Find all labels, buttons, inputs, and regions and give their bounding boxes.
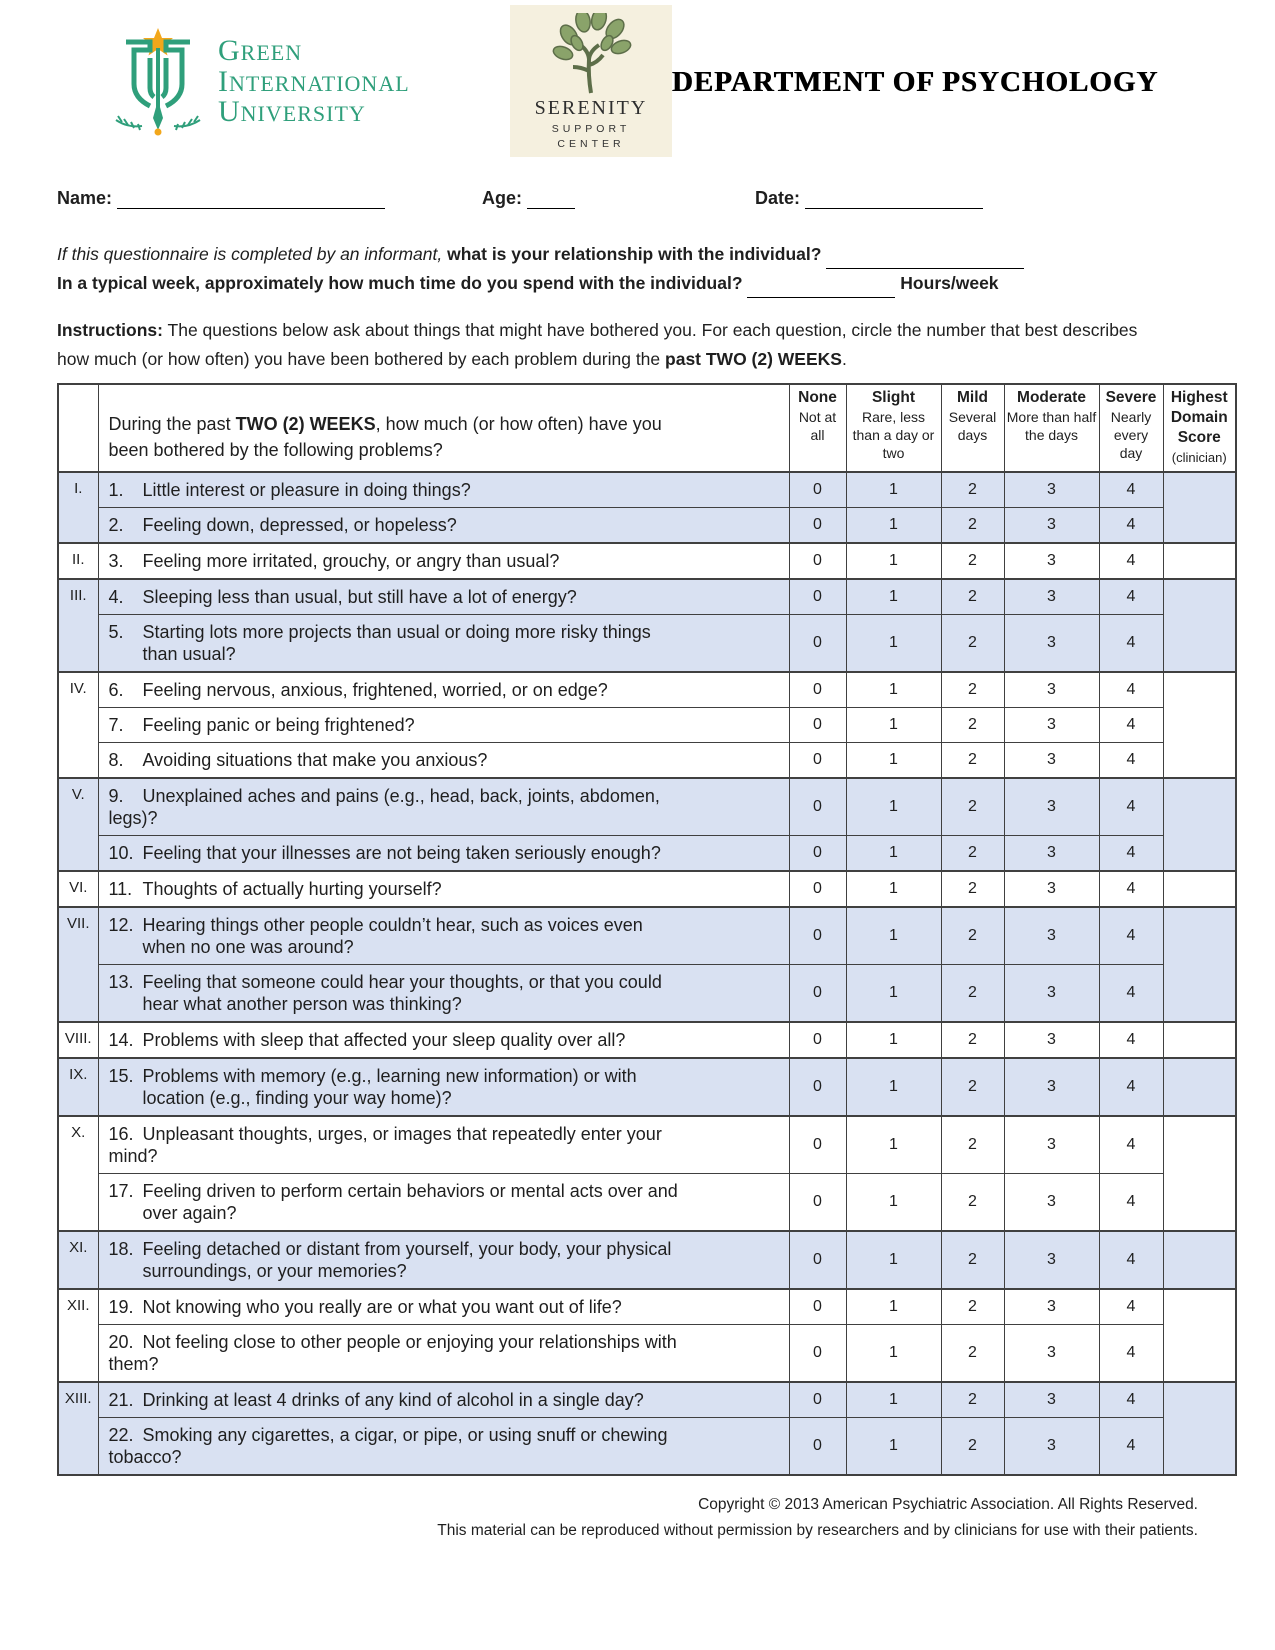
question-number: 8. bbox=[108, 750, 124, 770]
relationship-question: what is your relationship with the individual? bbox=[447, 244, 822, 264]
question-row bbox=[58, 1418, 1236, 1476]
answer-cell[interactable]: 4 bbox=[1099, 508, 1163, 544]
answer-cell[interactable]: 4 bbox=[1099, 836, 1163, 872]
question-cell: 21. Drinking at least 4 drinks of any kind of alcohol in a single day? bbox=[98, 1382, 789, 1418]
instructions-text-after: . bbox=[841, 349, 847, 369]
question-row bbox=[58, 579, 1236, 615]
answer-cell[interactable]: 3 bbox=[1004, 579, 1099, 615]
answer-cell[interactable]: 4 bbox=[1099, 907, 1163, 965]
question-number: 2. bbox=[108, 515, 124, 535]
answer-cell[interactable]: 3 bbox=[1004, 743, 1099, 779]
support-center-logo bbox=[510, 5, 672, 157]
answer-cell[interactable]: 2 bbox=[941, 579, 1004, 615]
name-label: Name: bbox=[57, 188, 113, 208]
answer-cell[interactable]: 2 bbox=[941, 778, 1004, 836]
age-label: Age: bbox=[482, 188, 522, 208]
column-header-domain-score: Highest Domain Score (clinician) bbox=[1163, 384, 1236, 472]
answer-cell[interactable]: 3 bbox=[1004, 1418, 1099, 1476]
question-cell: 11. Thoughts of actually hurting yourself? bbox=[98, 871, 789, 907]
tree-icon bbox=[510, 13, 672, 95]
domain-score-cell[interactable] bbox=[1163, 1116, 1236, 1231]
answer-cell[interactable]: 2 bbox=[941, 1289, 1004, 1325]
question-number: 16. bbox=[108, 1124, 134, 1144]
domain-score-cell[interactable] bbox=[1163, 778, 1236, 871]
answer-cell[interactable]: 3 bbox=[1004, 1022, 1099, 1058]
answer-cell[interactable]: 4 bbox=[1099, 1418, 1163, 1476]
patient-fields bbox=[57, 188, 1235, 222]
answer-cell[interactable]: 3 bbox=[1004, 871, 1099, 907]
question-number: 1. bbox=[108, 480, 124, 500]
question-cell: 9. Unexplained aches and pains (e.g., head, back, joints, abdomen, legs)? bbox=[98, 778, 789, 836]
answer-cell[interactable]: 3 bbox=[1004, 1382, 1099, 1418]
domain-label-cell: IV. bbox=[58, 672, 98, 778]
answer-cell[interactable]: 0 bbox=[789, 1116, 846, 1174]
domain-header-cell bbox=[58, 384, 98, 472]
answer-cell[interactable]: 1 bbox=[846, 543, 941, 579]
answer-cell[interactable]: 0 bbox=[789, 965, 846, 1023]
domain-score-cell[interactable] bbox=[1163, 1231, 1236, 1289]
answer-cell[interactable]: 3 bbox=[1004, 907, 1099, 965]
answer-cell[interactable]: 4 bbox=[1099, 743, 1163, 779]
question-row bbox=[58, 508, 1236, 544]
question-row bbox=[58, 778, 1236, 836]
answer-cell[interactable]: 4 bbox=[1099, 1116, 1163, 1174]
answer-cell[interactable]: 0 bbox=[789, 1325, 846, 1383]
copyright-footer bbox=[57, 1492, 1235, 1544]
answer-cell[interactable]: 1 bbox=[846, 1022, 941, 1058]
answer-cell[interactable]: 0 bbox=[789, 508, 846, 544]
domain-score-cell[interactable] bbox=[1163, 1058, 1236, 1116]
domain-label-cell: I. bbox=[58, 472, 98, 543]
answer-cell[interactable]: 1 bbox=[846, 836, 941, 872]
answer-cell[interactable]: 4 bbox=[1099, 871, 1163, 907]
answer-cell[interactable]: 4 bbox=[1099, 778, 1163, 836]
answer-cell[interactable]: 1 bbox=[846, 1382, 941, 1418]
answer-cell[interactable]: 1 bbox=[846, 1231, 941, 1289]
answer-cell[interactable]: 1 bbox=[846, 1174, 941, 1232]
answer-cell[interactable]: 4 bbox=[1099, 1325, 1163, 1383]
domain-score-cell[interactable] bbox=[1163, 543, 1236, 579]
question-number: 20. bbox=[108, 1332, 134, 1352]
domain-label-cell: II. bbox=[58, 543, 98, 579]
answer-cell[interactable]: 0 bbox=[789, 743, 846, 779]
answer-cell[interactable]: 3 bbox=[1004, 1289, 1099, 1325]
question-row bbox=[58, 1022, 1236, 1058]
answer-cell[interactable]: 3 bbox=[1004, 508, 1099, 544]
answer-cell[interactable]: 2 bbox=[941, 836, 1004, 872]
question-row bbox=[58, 708, 1236, 743]
question-cell: 5. Starting lots more projects than usual or doing more risky things than usual? bbox=[98, 615, 789, 673]
answer-cell[interactable]: 0 bbox=[789, 615, 846, 673]
question-cell: 15. Problems with memory (e.g., learning new information) or with location (e.g., finding your way home)? bbox=[98, 1058, 789, 1116]
domain-label-cell: XII. bbox=[58, 1289, 98, 1382]
answer-cell[interactable]: 0 bbox=[789, 1382, 846, 1418]
center-sub1: SUPPORT bbox=[551, 123, 631, 135]
question-header-bold: TWO (2) WEEKS bbox=[235, 414, 376, 434]
domain-score-cell[interactable] bbox=[1163, 907, 1236, 1022]
answer-cell[interactable]: 2 bbox=[941, 543, 1004, 579]
instructions-label: Instructions: bbox=[57, 320, 163, 340]
answer-cell[interactable]: 2 bbox=[941, 871, 1004, 907]
answer-cell[interactable]: 2 bbox=[941, 1325, 1004, 1383]
question-number: 12. bbox=[108, 915, 134, 935]
domain-label-cell: VIII. bbox=[58, 1022, 98, 1058]
answer-cell[interactable]: 4 bbox=[1099, 472, 1163, 508]
domain-score-cell[interactable] bbox=[1163, 871, 1236, 907]
answer-cell[interactable]: 0 bbox=[789, 579, 846, 615]
domain-label-cell: VI. bbox=[58, 871, 98, 907]
question-cell: 17. Feeling driven to perform certain behaviors or mental acts over and over again? bbox=[98, 1174, 789, 1232]
question-row bbox=[58, 1116, 1236, 1174]
answer-cell[interactable]: 1 bbox=[846, 508, 941, 544]
domain-score-cell[interactable] bbox=[1163, 472, 1236, 543]
question-number: 7. bbox=[108, 715, 124, 735]
question-number: 11. bbox=[108, 879, 133, 899]
domain-label-cell: XI. bbox=[58, 1231, 98, 1289]
answer-cell[interactable]: 2 bbox=[941, 965, 1004, 1023]
instructions-text-bold: past TWO (2) WEEKS bbox=[665, 349, 842, 369]
question-number: 6. bbox=[108, 680, 124, 700]
answer-cell[interactable]: 0 bbox=[789, 472, 846, 508]
column-header-slight: Slight Rare, less than a day or two bbox=[846, 384, 941, 472]
answer-cell[interactable]: 2 bbox=[941, 472, 1004, 508]
answer-cell[interactable]: 1 bbox=[846, 672, 941, 708]
question-header-post: , how much (or how often) have you been bothered by the following problems? bbox=[108, 414, 662, 460]
domain-label-cell: IX. bbox=[58, 1058, 98, 1116]
answer-cell[interactable]: 0 bbox=[789, 1022, 846, 1058]
instructions-text-before: The questions below ask about things that might have bothered you. For each question, circle the number that best describes how much (or how often) you have been bothered by each problem during the bbox=[57, 320, 1138, 369]
answer-cell[interactable]: 4 bbox=[1099, 1058, 1163, 1116]
domain-label-cell: XIII. bbox=[58, 1382, 98, 1475]
question-cell: 3. Feeling more irritated, grouchy, or angry than usual? bbox=[98, 543, 789, 579]
domain-score-cell[interactable] bbox=[1163, 672, 1236, 778]
answer-cell[interactable]: 2 bbox=[941, 672, 1004, 708]
answer-cell[interactable]: 2 bbox=[941, 907, 1004, 965]
column-header-severe: Severe Nearly every day bbox=[1099, 384, 1163, 472]
answer-cell[interactable]: 2 bbox=[941, 1022, 1004, 1058]
question-cell: 13. Feeling that someone could hear your thoughts, or that you could hear what another person was thinking? bbox=[98, 965, 789, 1023]
answer-cell[interactable]: 0 bbox=[789, 543, 846, 579]
answer-cell[interactable]: 3 bbox=[1004, 1058, 1099, 1116]
answer-cell[interactable]: 0 bbox=[789, 1289, 846, 1325]
answer-cell[interactable]: 2 bbox=[941, 743, 1004, 779]
question-cell: 14. Problems with sleep that affected your sleep quality over all? bbox=[98, 1022, 789, 1058]
answer-cell[interactable]: 4 bbox=[1099, 1382, 1163, 1418]
answer-cell[interactable]: 0 bbox=[789, 1231, 846, 1289]
question-number: 9. bbox=[108, 786, 124, 806]
answer-cell[interactable]: 1 bbox=[846, 1058, 941, 1116]
question-row bbox=[58, 836, 1236, 872]
answer-cell[interactable]: 3 bbox=[1004, 1174, 1099, 1232]
answer-cell[interactable]: 4 bbox=[1099, 1231, 1163, 1289]
domain-label-cell: III. bbox=[58, 579, 98, 672]
age-field[interactable] bbox=[527, 189, 575, 209]
question-number: 14. bbox=[108, 1030, 134, 1050]
center-sub2: CENTER bbox=[557, 138, 625, 150]
answer-cell[interactable]: 3 bbox=[1004, 543, 1099, 579]
answer-cell[interactable]: 4 bbox=[1099, 1289, 1163, 1325]
answer-cell[interactable]: 3 bbox=[1004, 965, 1099, 1023]
answer-cell[interactable]: 1 bbox=[846, 1116, 941, 1174]
question-cell: 2. Feeling down, depressed, or hopeless? bbox=[98, 508, 789, 544]
answer-cell[interactable]: 2 bbox=[941, 1058, 1004, 1116]
answer-cell[interactable]: 4 bbox=[1099, 543, 1163, 579]
question-number: 17. bbox=[108, 1181, 134, 1201]
answer-cell[interactable]: 3 bbox=[1004, 1116, 1099, 1174]
answer-cell[interactable]: 0 bbox=[789, 836, 846, 872]
answer-cell[interactable]: 0 bbox=[789, 1418, 846, 1476]
question-number: 19. bbox=[108, 1297, 134, 1317]
copyright-line1: Copyright © 2013 American Psychiatric Association. All Rights Reserved. bbox=[698, 1496, 1198, 1513]
hours-suffix: Hours/week bbox=[900, 273, 999, 293]
domain-score-cell[interactable] bbox=[1163, 579, 1236, 672]
answer-cell[interactable]: 0 bbox=[789, 672, 846, 708]
question-number: 4. bbox=[108, 587, 124, 607]
domain-score-cell[interactable] bbox=[1163, 1289, 1236, 1382]
relationship-field[interactable] bbox=[826, 249, 1024, 269]
informant-time-line bbox=[57, 269, 1235, 298]
university-name-line1: GREEN bbox=[218, 34, 303, 68]
answer-cell[interactable]: 1 bbox=[846, 472, 941, 508]
question-cell: 1. Little interest or pleasure in doing things? bbox=[98, 472, 789, 508]
domain-score-cell[interactable] bbox=[1163, 1382, 1236, 1475]
answer-cell[interactable]: 1 bbox=[846, 1289, 941, 1325]
question-number: 10. bbox=[108, 843, 134, 863]
answer-cell[interactable]: 2 bbox=[941, 508, 1004, 544]
answer-cell[interactable]: 3 bbox=[1004, 778, 1099, 836]
answer-cell[interactable]: 3 bbox=[1004, 615, 1099, 673]
question-number: 21. bbox=[108, 1390, 134, 1410]
question-number: 22. bbox=[108, 1425, 134, 1445]
question-row bbox=[58, 907, 1236, 965]
name-field[interactable] bbox=[117, 189, 385, 209]
answer-cell[interactable]: 3 bbox=[1004, 1325, 1099, 1383]
answer-cell[interactable]: 2 bbox=[941, 708, 1004, 743]
page-title: DEPARTMENT OF PSYCHOLOGY bbox=[671, 66, 1159, 98]
question-number: 3. bbox=[108, 551, 124, 571]
question-number: 15. bbox=[108, 1066, 134, 1086]
university-name-line2: INTERNATIONAL bbox=[218, 64, 410, 98]
answer-cell[interactable]: 3 bbox=[1004, 708, 1099, 743]
answer-cell[interactable]: 2 bbox=[941, 615, 1004, 673]
answer-cell[interactable]: 3 bbox=[1004, 672, 1099, 708]
column-header-moderate: Moderate More than half the days bbox=[1004, 384, 1099, 472]
answer-cell[interactable]: 4 bbox=[1099, 615, 1163, 673]
answer-cell[interactable]: 4 bbox=[1099, 1174, 1163, 1232]
question-cell: 4. Sleeping less than usual, but still have a lot of energy? bbox=[98, 579, 789, 615]
answer-cell[interactable]: 2 bbox=[941, 1231, 1004, 1289]
answer-cell[interactable]: 4 bbox=[1099, 672, 1163, 708]
question-cell: 18. Feeling detached or distant from yourself, your body, your physical surroundings, or your memories? bbox=[98, 1231, 789, 1289]
question-cell: 19. Not knowing who you really are or what you want out of life? bbox=[98, 1289, 789, 1325]
question-row bbox=[58, 1231, 1236, 1289]
question-cell: 16. Unpleasant thoughts, urges, or images that repeatedly enter your mind? bbox=[98, 1116, 789, 1174]
answer-cell[interactable]: 0 bbox=[789, 871, 846, 907]
answer-cell[interactable]: 3 bbox=[1004, 1231, 1099, 1289]
domain-label-cell: V. bbox=[58, 778, 98, 871]
question-number: 13. bbox=[108, 972, 134, 992]
answer-cell[interactable]: 3 bbox=[1004, 472, 1099, 508]
question-header-pre: During the past bbox=[108, 414, 236, 434]
question-row bbox=[58, 743, 1236, 779]
question-row bbox=[58, 672, 1236, 708]
question-row bbox=[58, 615, 1236, 673]
university-name-line3: UNIVERSITY bbox=[218, 95, 366, 129]
informant-relationship-line bbox=[57, 240, 1235, 269]
question-row bbox=[58, 1325, 1236, 1383]
answer-cell[interactable]: 1 bbox=[846, 708, 941, 743]
answer-cell[interactable]: 3 bbox=[1004, 836, 1099, 872]
question-row bbox=[58, 1174, 1236, 1232]
hours-field[interactable] bbox=[747, 278, 895, 298]
answer-cell[interactable]: 0 bbox=[789, 1058, 846, 1116]
column-header-none: None Not at all bbox=[789, 384, 846, 472]
answer-cell[interactable]: 2 bbox=[941, 1174, 1004, 1232]
answer-cell[interactable]: 1 bbox=[846, 871, 941, 907]
answer-cell[interactable]: 1 bbox=[846, 1418, 941, 1476]
question-row bbox=[58, 472, 1236, 508]
instructions bbox=[57, 316, 1162, 374]
question-cell: 8. Avoiding situations that make you anxious? bbox=[98, 743, 789, 779]
answer-cell[interactable]: 2 bbox=[941, 1418, 1004, 1476]
answer-cell[interactable]: 0 bbox=[789, 708, 846, 743]
informant-conditional-text: If this questionnaire is completed by an informant, bbox=[57, 244, 443, 264]
answer-cell[interactable]: 4 bbox=[1099, 708, 1163, 743]
question-row bbox=[58, 1058, 1236, 1116]
answer-cell[interactable]: 1 bbox=[846, 907, 941, 965]
answer-cell[interactable]: 1 bbox=[846, 1325, 941, 1383]
time-question: In a typical week, approximately how much time do you spend with the individual? bbox=[57, 273, 743, 293]
symptom-table bbox=[57, 383, 1237, 1476]
question-number: 5. bbox=[108, 622, 124, 642]
question-row bbox=[58, 871, 1236, 907]
question-cell: 6. Feeling nervous, anxious, frightened, worried, or on edge? bbox=[98, 672, 789, 708]
answer-cell[interactable]: 1 bbox=[846, 743, 941, 779]
date-field[interactable] bbox=[805, 189, 983, 209]
question-cell: 20. Not feeling close to other people or enjoying your relationships with them? bbox=[98, 1325, 789, 1383]
copyright-line2: This material can be reproduced without permission by researchers and by clinicians for use with their patients. bbox=[437, 1522, 1198, 1539]
table-header-row bbox=[58, 384, 1236, 472]
domain-score-cell[interactable] bbox=[1163, 1022, 1236, 1058]
informant-section bbox=[57, 240, 1235, 298]
university-name bbox=[218, 36, 410, 128]
page-header bbox=[57, 8, 1235, 176]
question-cell: 12. Hearing things other people couldn’t hear, such as voices even when no one was around? bbox=[98, 907, 789, 965]
answer-cell[interactable]: 4 bbox=[1099, 1022, 1163, 1058]
answer-cell[interactable]: 0 bbox=[789, 1174, 846, 1232]
question-row bbox=[58, 1382, 1236, 1418]
question-row bbox=[58, 965, 1236, 1023]
center-name: SERENITY bbox=[534, 97, 648, 119]
answer-cell[interactable]: 1 bbox=[846, 579, 941, 615]
question-row bbox=[58, 1289, 1236, 1325]
answer-cell[interactable]: 2 bbox=[941, 1382, 1004, 1418]
question-header-cell bbox=[98, 384, 789, 472]
university-logo bbox=[112, 26, 410, 138]
answer-cell[interactable]: 1 bbox=[846, 778, 941, 836]
question-cell: 22. Smoking any cigarettes, a cigar, or pipe, or using snuff or chewing tobacco? bbox=[98, 1418, 789, 1476]
answer-cell[interactable]: 4 bbox=[1099, 579, 1163, 615]
column-header-mild: Mild Several days bbox=[941, 384, 1004, 472]
date-label: Date: bbox=[755, 188, 801, 208]
answer-cell[interactable]: 0 bbox=[789, 778, 846, 836]
university-shield-icon bbox=[112, 26, 204, 138]
answer-cell[interactable]: 4 bbox=[1099, 965, 1163, 1023]
question-number: 18. bbox=[108, 1239, 134, 1259]
domain-label-cell: X. bbox=[58, 1116, 98, 1231]
answer-cell[interactable]: 1 bbox=[846, 965, 941, 1023]
question-cell: 10. Feeling that your illnesses are not being taken seriously enough? bbox=[98, 836, 789, 872]
question-cell: 7. Feeling panic or being frightened? bbox=[98, 708, 789, 743]
answer-cell[interactable]: 2 bbox=[941, 1116, 1004, 1174]
answer-cell[interactable]: 0 bbox=[789, 907, 846, 965]
domain-label-cell: VII. bbox=[58, 907, 98, 1022]
answer-cell[interactable]: 1 bbox=[846, 615, 941, 673]
question-row bbox=[58, 543, 1236, 579]
